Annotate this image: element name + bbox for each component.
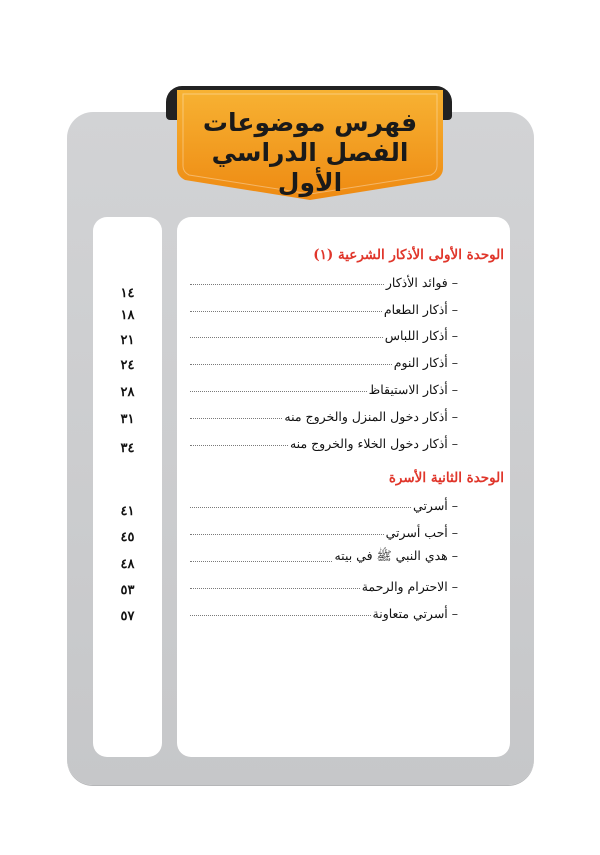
leader-dots — [190, 507, 411, 508]
index-title — [177, 108, 443, 198]
page-number: ٢٤ — [120, 358, 135, 373]
page-number: ٣٤ — [120, 441, 135, 456]
page-number: ٥٣ — [120, 583, 135, 598]
toc-item[interactable] — [190, 493, 458, 513]
toc-item-label: – أسرتي — [413, 498, 458, 513]
toc-item-label: – فوائد الأذكار — [385, 275, 458, 290]
toc-item[interactable] — [190, 323, 458, 343]
page-number: ٤٥ — [120, 530, 135, 545]
leader-dots — [190, 445, 288, 446]
title-banner — [177, 90, 443, 200]
page-number: ١٤ — [120, 286, 135, 301]
leader-dots — [190, 534, 384, 535]
page-number: ١٨ — [120, 308, 135, 323]
leader-dots — [190, 391, 367, 392]
toc-item[interactable] — [190, 404, 458, 424]
unit-2-title: الوحدة الثانية الأسرة — [388, 470, 504, 486]
toc-item-label: – أحب أسرتي — [385, 525, 458, 540]
toc-item-label: – الاحترام والرحمة — [361, 579, 458, 594]
page-number: ٢٨ — [120, 385, 135, 400]
page-number: ٥٧ — [120, 609, 135, 624]
toc-item[interactable] — [190, 270, 458, 290]
toc-item[interactable] — [190, 547, 458, 567]
page-number: ٤١ — [120, 504, 135, 519]
toc-item-label: – أذكار الطعام — [383, 302, 458, 317]
toc-item-label: – أذكار اللباس — [384, 328, 458, 343]
leader-dots — [190, 418, 282, 419]
toc-item-label: – أذكار النوم — [393, 355, 458, 370]
toc-item[interactable] — [190, 520, 458, 540]
unit-1-title: الوحدة الأولى الأذكار الشرعية (١) — [313, 247, 504, 263]
title-line-2: الفصل الدراسي الأول — [211, 138, 409, 197]
leader-dots — [190, 284, 384, 285]
toc-item-label: – أذكار دخول الخلاء والخروج منه — [289, 436, 458, 451]
page-number: ٣١ — [120, 412, 135, 427]
page-number: ٢١ — [120, 333, 135, 348]
toc-item-label: – أذكار دخول المنزل والخروج منه — [284, 409, 458, 424]
toc-item[interactable] — [190, 601, 458, 621]
page-number: ٤٨ — [120, 557, 135, 572]
toc-item[interactable] — [190, 350, 458, 370]
toc-item-label: – هدي النبي ﷺ في بيته — [334, 548, 458, 563]
leader-dots — [190, 561, 332, 562]
toc-item[interactable] — [190, 297, 458, 317]
leader-dots — [190, 588, 360, 589]
toc-item[interactable] — [190, 377, 458, 397]
toc-item-label: – أسرتي متعاونة — [372, 606, 458, 621]
leader-dots — [190, 311, 382, 312]
toc-item[interactable] — [190, 574, 458, 594]
toc-item-label: – أذكار الاستيقاظ — [368, 382, 458, 397]
leader-dots — [190, 615, 371, 616]
title-line-1: فهرس موضوعات — [202, 108, 418, 137]
leader-dots — [190, 364, 392, 365]
toc-item[interactable] — [190, 431, 458, 451]
leader-dots — [190, 337, 383, 338]
